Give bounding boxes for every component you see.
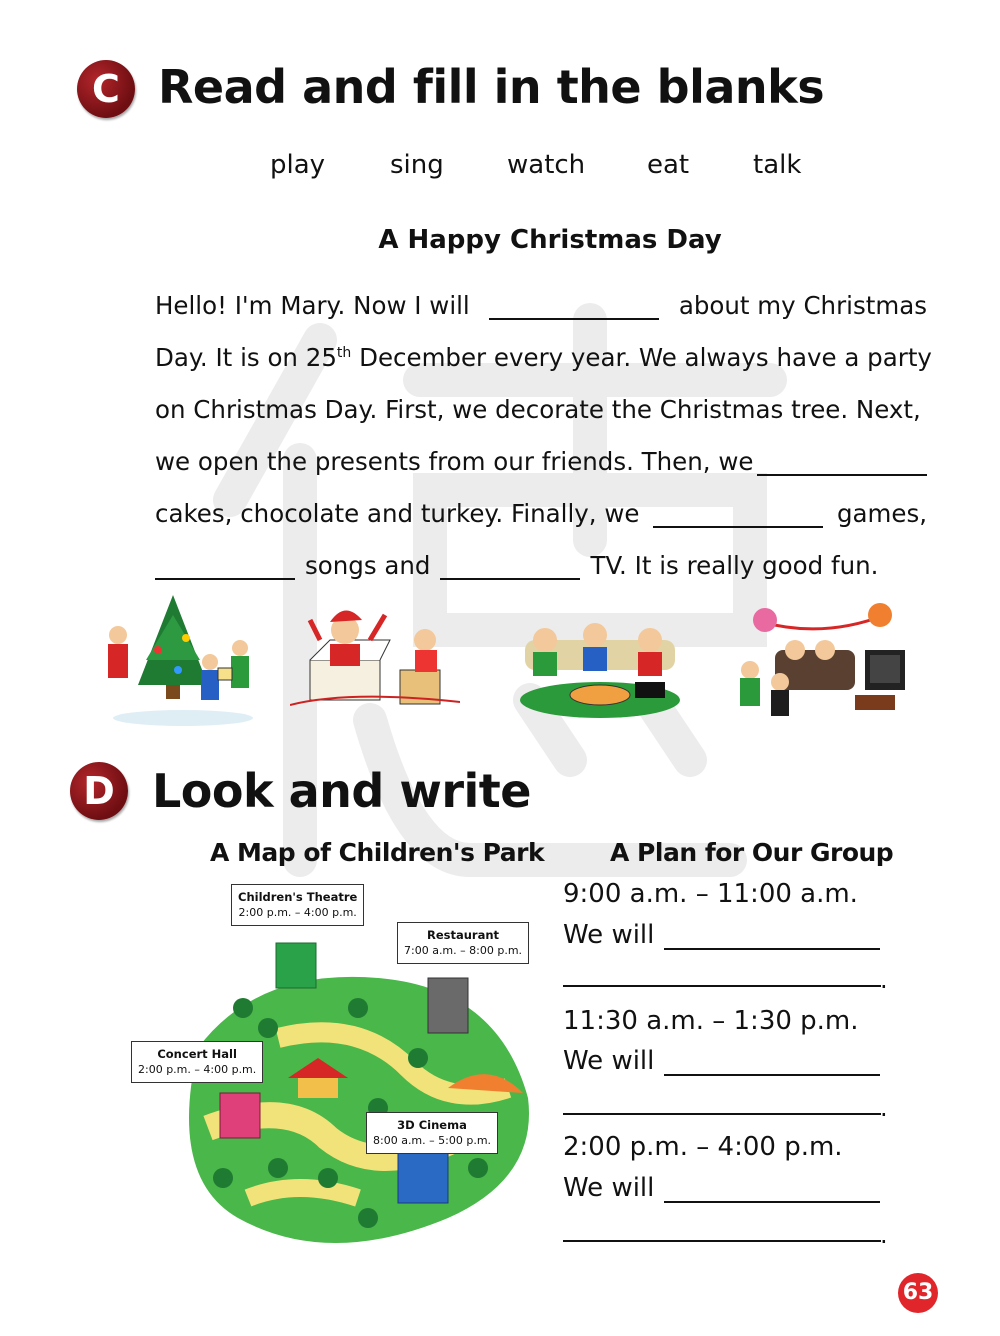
plan-prompt: We will [563, 1046, 880, 1076]
word-bank-item: sing [390, 150, 444, 180]
section-d-title: Look and write [152, 764, 531, 818]
answer-blank[interactable] [757, 452, 927, 476]
section-d-badge: D [70, 762, 128, 820]
text: games, [836, 499, 927, 528]
text: Day. It is on 25th December every year. We always have a party [155, 343, 932, 372]
section-c-title: Read and fill in the blanks [158, 60, 825, 114]
picture-opening-presents [290, 590, 460, 730]
plan-prompt: We will [563, 1173, 880, 1203]
map-title: A Map of Children's Park [210, 838, 545, 867]
plan-time: 9:00 a.m. – 11:00 a.m. [563, 879, 858, 909]
answer-blank[interactable] [440, 556, 580, 580]
page-number: 63 [898, 1273, 938, 1313]
answer-blank[interactable] [653, 504, 823, 528]
text: on Christmas Day. First, we decorate the Christmas tree. Next, [155, 395, 921, 424]
paragraph-line [155, 390, 927, 424]
paragraph-line [155, 286, 927, 320]
plan-title: A Plan for Our Group [610, 838, 894, 867]
word-bank-item: play [270, 150, 326, 180]
answer-blank[interactable] [664, 926, 880, 950]
answer-line[interactable] [563, 985, 881, 987]
answer-blank[interactable] [664, 1179, 880, 1203]
word-bank-item: eat [647, 150, 690, 180]
picture-decorating-tree [98, 590, 268, 730]
period: . [880, 1221, 888, 1249]
paragraph-line [155, 338, 932, 372]
story-title: A Happy Christmas Day [378, 225, 722, 255]
plan-prompt: We will [563, 920, 880, 950]
paragraph-line [155, 442, 927, 476]
picture-eating-party-food [515, 590, 685, 730]
map-label-concert-hall: Concert Hall 2:00 p.m. – 4:00 p.m. [131, 1041, 263, 1083]
map-label-3d-cinema: 3D Cinema 8:00 a.m. – 5:00 p.m. [366, 1112, 498, 1154]
text: TV. It is really good fun. [590, 551, 879, 580]
word-bank [0, 150, 1000, 190]
answer-line[interactable] [563, 1240, 881, 1242]
period: . [880, 966, 888, 994]
text: about my Christmas [678, 291, 927, 320]
section-c-badge: C [77, 60, 135, 118]
answer-blank[interactable] [489, 296, 659, 320]
word-bank-item: talk [753, 150, 802, 180]
picture-playing-games-watching-tv [735, 590, 905, 730]
text: Hello! I'm Mary. Now I will [155, 291, 470, 320]
map-label-restaurant: Restaurant 7:00 a.m. – 8:00 p.m. [397, 922, 529, 964]
word-bank-item: watch [507, 150, 586, 180]
plan-time: 2:00 p.m. – 4:00 p.m. [563, 1132, 843, 1162]
answer-blank[interactable] [664, 1052, 880, 1076]
paragraph-line [155, 494, 927, 528]
answer-blank[interactable] [155, 556, 295, 580]
answer-line[interactable] [563, 1113, 881, 1115]
paragraph-line [155, 546, 927, 580]
map-label-childrens-theatre: Children's Theatre 2:00 p.m. – 4:00 p.m. [231, 884, 364, 926]
text: cakes, chocolate and turkey. Finally, we [155, 499, 640, 528]
period: . [880, 1094, 888, 1122]
plan-time: 11:30 a.m. – 1:30 p.m. [563, 1006, 859, 1036]
text: songs and [305, 551, 431, 580]
text: we open the presents from our friends. Then, we [155, 447, 754, 476]
